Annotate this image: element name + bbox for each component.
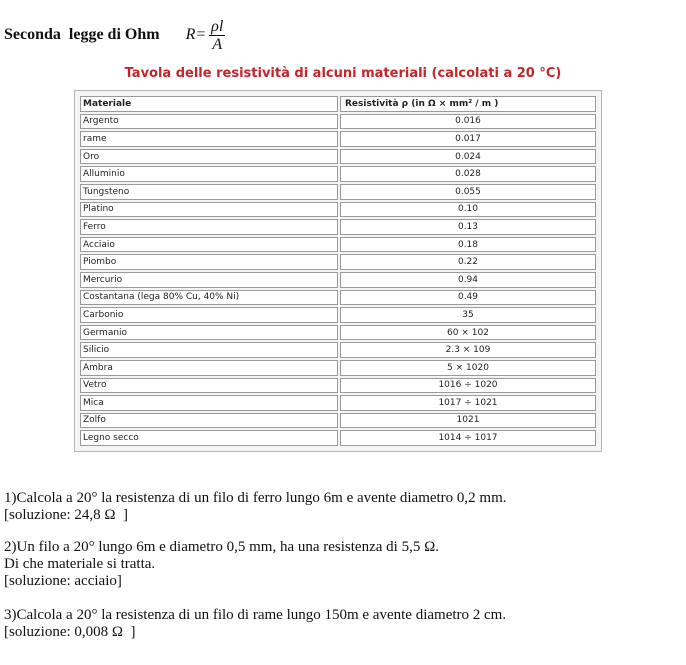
resistivity-table xyxy=(74,90,602,452)
problem-2-solution: [soluzione: acciaio] xyxy=(4,573,122,589)
table-row xyxy=(80,131,596,147)
material-cell: Silicio xyxy=(80,342,338,358)
formula-denominator: A xyxy=(212,35,223,53)
resistivity-cell: 60 × 102 xyxy=(340,325,596,341)
material-cell: Piombo xyxy=(80,254,338,270)
resistivity-cell: 1016 ÷ 1020 xyxy=(340,378,596,394)
problem-1-solution: [soluzione: 24,8 Ω ] xyxy=(4,507,129,523)
table-row xyxy=(80,342,596,358)
material-cell: Zolfo xyxy=(80,413,338,429)
material-cell: Oro xyxy=(80,149,338,165)
material-cell: Argento xyxy=(80,114,338,130)
material-cell: Carbonio xyxy=(80,307,338,323)
column-header-resistivity: Resistività ρ (in Ω × mm² / m ) xyxy=(340,96,596,112)
table-row xyxy=(80,290,596,306)
resistivity-cell: 0.055 xyxy=(340,184,596,200)
table-row xyxy=(80,378,596,394)
table-row xyxy=(80,254,596,270)
table-row xyxy=(80,395,596,411)
table-row xyxy=(80,166,596,182)
material-cell: Vetro xyxy=(80,378,338,394)
problem-2-question: Di che materiale si tratta. xyxy=(4,556,156,572)
resistivity-cell: 0.49 xyxy=(340,290,596,306)
formula-fraction xyxy=(209,18,225,53)
law-title: Seconda legge di Ohm xyxy=(4,26,160,43)
resistivity-cell: 0.13 xyxy=(340,219,596,235)
material-cell: Ambra xyxy=(80,360,338,376)
formula-numerator: ρl xyxy=(211,17,224,35)
material-cell: Platino xyxy=(80,202,338,218)
material-cell: Acciaio xyxy=(80,237,338,253)
formula-equals: = xyxy=(195,26,207,43)
table-row xyxy=(80,184,596,200)
table-header-row xyxy=(80,96,596,112)
table-row xyxy=(80,114,596,130)
resistivity-cell: 0.028 xyxy=(340,166,596,182)
table-row xyxy=(80,272,596,288)
exercises xyxy=(4,490,507,641)
material-cell: Germanio xyxy=(80,325,338,341)
table-row xyxy=(80,360,596,376)
problem-3-solution: [soluzione: 0,008 Ω ] xyxy=(4,624,136,640)
table-row xyxy=(80,219,596,235)
material-cell: rame xyxy=(80,131,338,147)
material-cell: Costantana (lega 80% Cu, 40% Ni) xyxy=(80,290,338,306)
resistivity-cell: 0.18 xyxy=(340,237,596,253)
resistivity-cell: 0.94 xyxy=(340,272,596,288)
resistivity-cell: 5 × 1020 xyxy=(340,360,596,376)
formula-lhs: R xyxy=(185,26,196,43)
table-row xyxy=(80,430,596,446)
problem-2-text: 2)Un filo a 20° lungo 6m e diametro 0,5 mm, ha una resistenza di 5,5 Ω. xyxy=(4,539,439,555)
resistance-formula xyxy=(186,18,226,53)
table-row xyxy=(80,237,596,253)
problem-1-text: 1)Calcola a 20° la resistenza di un filo di ferro lungo 6m e avente diametro 0,2 mm. xyxy=(4,490,507,506)
material-cell: Alluminio xyxy=(80,166,338,182)
ohm-law-header xyxy=(4,10,225,60)
material-cell: Mica xyxy=(80,395,338,411)
material-cell: Legno secco xyxy=(80,430,338,446)
resistivity-cell: 1017 ÷ 1021 xyxy=(340,395,596,411)
table-row xyxy=(80,325,596,341)
resistivity-cell: 0.024 xyxy=(340,149,596,165)
resistivity-cell: 35 xyxy=(340,307,596,323)
resistivity-cell: 2.3 × 109 xyxy=(340,342,596,358)
column-header-material: Materiale xyxy=(80,96,338,112)
material-cell: Mercurio xyxy=(80,272,338,288)
resistivity-cell: 0.016 xyxy=(340,114,596,130)
table-row xyxy=(80,307,596,323)
resistivity-cell: 1021 xyxy=(340,413,596,429)
problem-3-text: 3)Calcola a 20° la resistenza di un filo di rame lungo 150m e avente diametro 2 cm. xyxy=(4,607,507,623)
resistivity-cell: 0.017 xyxy=(340,131,596,147)
material-cell: Tungsteno xyxy=(80,184,338,200)
table-row xyxy=(80,413,596,429)
material-cell: Ferro xyxy=(80,219,338,235)
resistivity-cell: 0.10 xyxy=(340,202,596,218)
table-title: Tavola delle resistività di alcuni materiali (calcolati a 20 °C) xyxy=(124,66,562,81)
table-row xyxy=(80,202,596,218)
resistivity-cell: 0.22 xyxy=(340,254,596,270)
table-row xyxy=(80,149,596,165)
resistivity-cell: 1014 ÷ 1017 xyxy=(340,430,596,446)
